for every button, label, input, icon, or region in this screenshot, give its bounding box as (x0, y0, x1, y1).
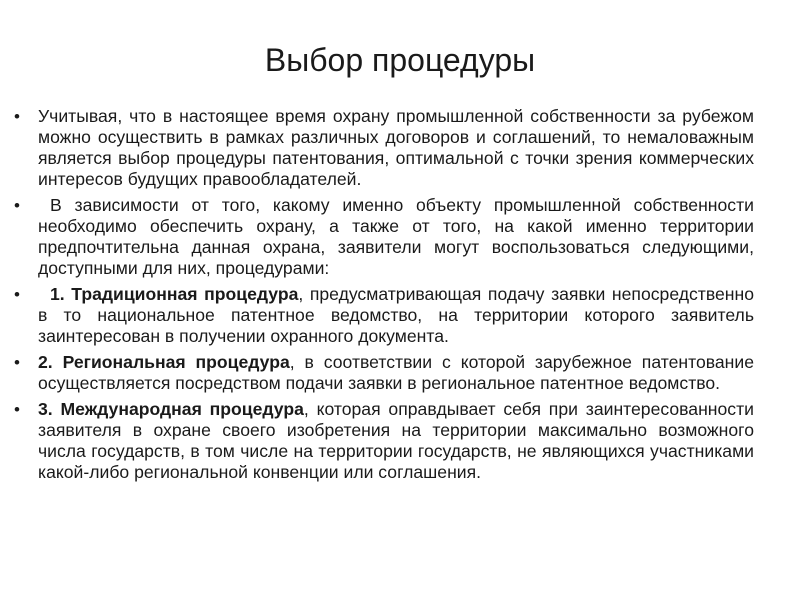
bullet-dot-icon: • (14, 196, 20, 215)
bullet-dot-icon: • (14, 107, 20, 126)
slide-title: Выбор процедуры (264, 42, 536, 78)
bullet-lead: 1. Традиционная процедура (50, 284, 299, 304)
bullet-list (14, 106, 754, 488)
bullet-body: , предусматривающая подачу заявки непосредственно в то национальное патентное ведомство, на территории которого заявитель заинтересован в получении охранного документа. (38, 284, 754, 346)
bullet-text: Учитывая, что в настоящее время охрану промышленной собственности за рубежом можно осуществить в рамках различных договоров и соглашений, то немаловажным является выбор процедуры патентования, оптимальной с точки зрения коммерческих интересов будущих правообладателей. (38, 106, 754, 189)
bullet-lead: 3. Международная процедура (38, 399, 304, 419)
bullet-lead: 2. Региональная процедура (38, 352, 290, 372)
bullet-dot-icon: • (14, 353, 20, 372)
bullet-text: В зависимости от того, какому именно объекту промышленной собственности необходимо обеспечить охрану, а также от того, на какой именно территории предпочтительна данная охрана, заявители могут воспользоваться следующими, доступными для них, процедурами: (38, 195, 754, 278)
bullet-item-traditional (14, 284, 754, 347)
bullet-dot-icon: • (14, 400, 20, 419)
bullet-text (38, 352, 754, 393)
bullet-text (38, 284, 754, 346)
bullet-body: , которая оправдывает себя при заинтересованности заявителя в охране своего изобретения на территории максимально возможного числа государств, в том числе на территории государств, не являющихся участниками какой-либо региональной конвенции или соглашения. (38, 399, 754, 482)
bullet-text (38, 399, 754, 482)
bullet-item-intro (14, 106, 754, 190)
bullet-dot-icon: • (14, 285, 20, 304)
bullet-body: , в соответствии с которой зарубежное патентование осуществляется посредством подачи заявки в региональное патентное ведомство. (38, 352, 754, 393)
bullet-item-regional (14, 352, 754, 394)
bullet-item-international (14, 399, 754, 483)
bullet-item-dependency (14, 195, 754, 279)
